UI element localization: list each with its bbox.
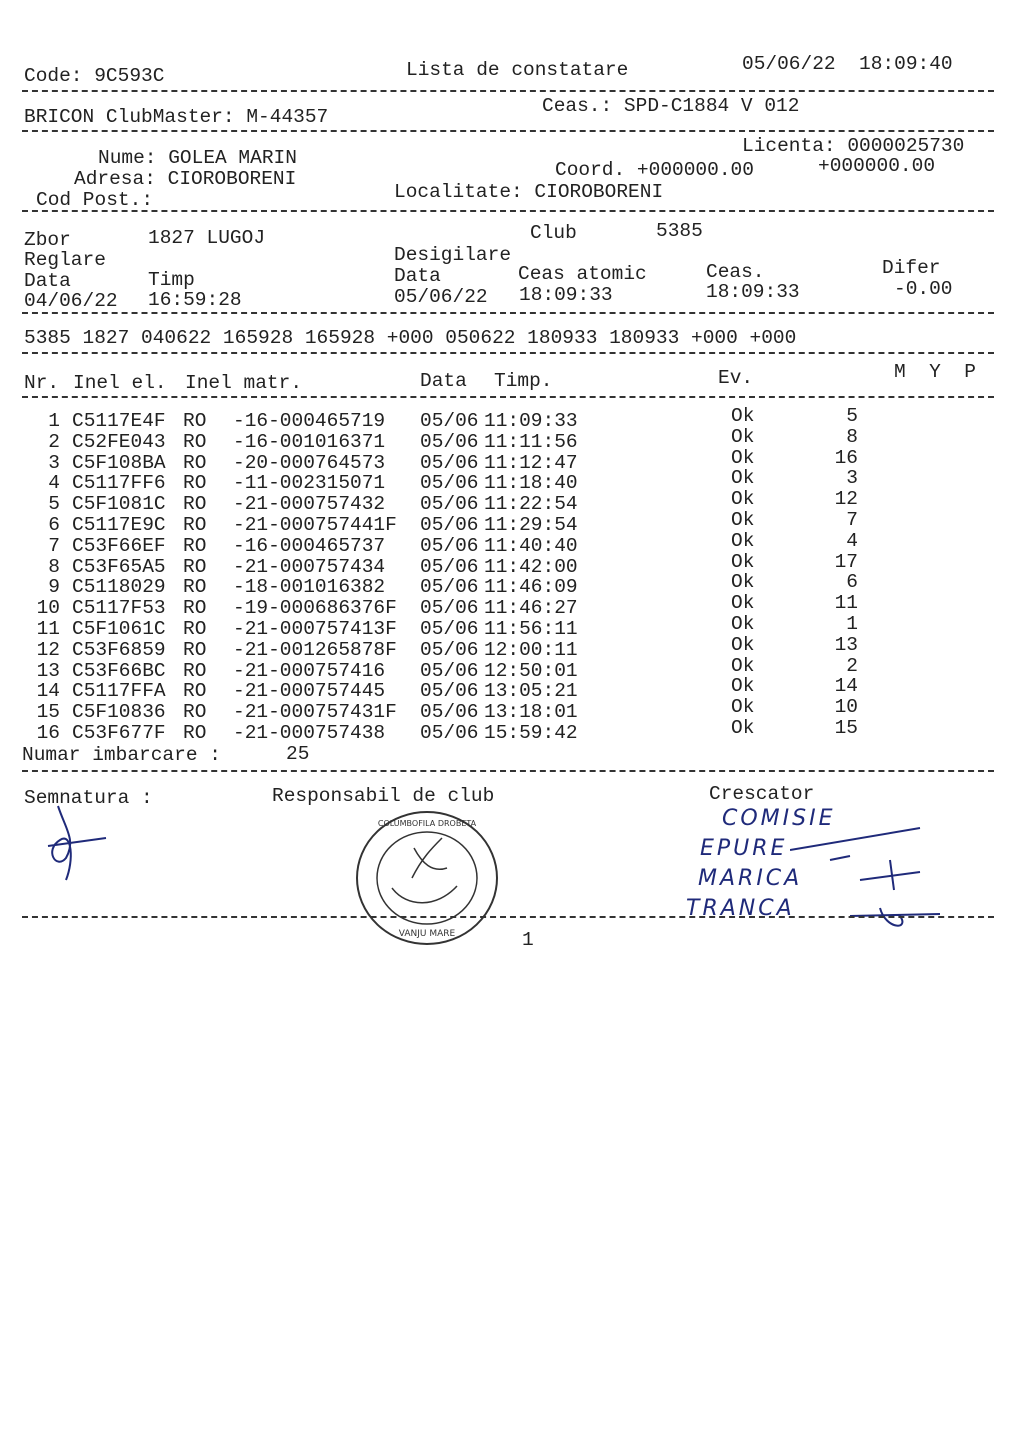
difer-label: Difer [882,257,941,279]
row-ev: Ok [731,405,755,427]
row-loc: 15 [834,717,858,739]
row-loc: 11 [834,592,858,615]
row-data: 05/06 [420,451,479,474]
table-row [0,446,1024,474]
row-inel-matr: -16-000465719 [233,410,386,432]
row-ev: Ok [731,488,755,511]
row-inel-el: C53F677F [72,722,166,744]
divider [22,210,994,212]
club-value: 5385 [656,220,703,242]
row-inel-el: C5F1061C [72,618,166,640]
table-row [0,405,1024,432]
row-tara: RO [183,638,207,661]
divider [22,130,994,132]
row-timp: 13:05:21 [484,680,578,703]
row-tara: RO [183,430,207,453]
row-loc: 8 [846,425,858,448]
row-timp: 11:40:40 [484,534,578,557]
row-inel-matr: -21-000757413F [233,618,397,640]
code-line: 5385 1827 040622 165928 165928 +000 050622 180933 180933 +000 +000 [24,327,797,349]
row-data: 05/06 [420,722,479,744]
row-nr: 12 [36,638,60,661]
svg-text:COLUMBOFILA DROBETA: COLUMBOFILA DROBETA [377,819,477,828]
row-loc: 17 [834,550,858,573]
row-inel-matr: -21-000757445 [233,680,386,703]
print-datetime: 05/06/22 18:09:40 [742,53,953,75]
table-row [0,654,1024,682]
row-inel-matr: -21-001265878F [233,638,397,661]
row-ev: Ok [731,696,755,719]
row-ev: Ok [731,509,755,531]
row-timp: 15:59:42 [484,722,578,744]
table-row [0,675,1024,703]
cod-post: Cod Post.: [36,189,154,211]
row-loc: 16 [834,446,858,469]
row-tara: RO [183,534,207,557]
row-data: 05/06 [420,576,479,599]
row-loc: 2 [846,654,858,677]
row-inel-el: C53F6859 [72,638,166,661]
row-timp: 11:42:00 [484,555,578,578]
row-timp: 11:12:47 [484,451,578,474]
row-inel-el: C5F108BA [72,451,166,474]
clock-id: Ceas.: SPD-C1884 V 012 [542,95,800,117]
desigilare-label: Desigilare [394,244,512,266]
row-nr: 7 [48,534,60,557]
semnatura-label: Semnatura : [24,787,153,809]
difer-value: -0.00 [894,278,953,300]
row-loc: 6 [846,571,858,594]
row-data: 05/06 [420,659,479,682]
commission-signatures-icon [790,820,940,940]
row-nr: 5 [48,493,60,516]
row-tara: RO [183,680,207,703]
row-nr: 3 [48,451,60,474]
row-tara: RO [183,576,207,599]
divider [22,90,994,92]
row-nr: 14 [36,680,60,703]
table-row [0,613,1024,640]
row-timp: 12:50:01 [484,659,578,682]
row-ev: Ok [731,529,755,552]
table-row [0,488,1024,516]
divider [22,312,994,314]
row-timp: 11:22:54 [484,493,578,516]
row-inel-el: C52FE043 [72,430,166,453]
row-ev: Ok [731,717,755,739]
row-data: 05/06 [420,430,479,453]
ceas-value: 18:09:33 [706,281,800,303]
row-nr: 10 [36,597,60,620]
row-timp: 11:09:33 [484,410,578,432]
table-row [0,592,1024,620]
row-nr: 9 [48,576,60,599]
table-row [0,529,1024,557]
crescator-label: Crescator [709,783,815,805]
table-row [0,550,1024,578]
header-ev: Ev. [718,367,754,389]
row-nr: 6 [48,514,60,536]
row-tara: RO [183,472,207,495]
row-loc: 7 [846,509,858,531]
row-timp: 11:29:54 [484,514,578,536]
signature-icon [36,800,116,884]
svg-text:VANJU MARE: VANJU MARE [398,929,456,939]
responsabil-label: Responsabil de club [272,785,495,807]
member-3: TRANCA [686,896,795,921]
row-timp: 11:11:56 [484,430,578,453]
row-ev: Ok [731,571,755,594]
row-inel-matr: -21-000757416 [233,659,386,682]
row-ev: Ok [731,592,755,615]
row-data: 05/06 [420,493,479,516]
club-stamp-icon [352,808,502,950]
row-inel-matr: -20-000764573 [233,451,386,474]
numar-imbarcare-label: Numar imbarcare : [22,744,221,766]
licenta: Licenta: 0000025730 [742,135,965,157]
row-nr: 15 [36,701,60,724]
table-row [0,717,1024,744]
timp-label: Timp [148,269,195,291]
row-data: 05/06 [420,701,479,724]
row-data: 05/06 [420,555,479,578]
row-inel-matr: -16-001016371 [233,430,386,453]
row-ev: Ok [731,633,755,656]
code: Code: 9C593C [24,65,165,87]
row-ev: Ok [731,446,755,469]
row-tara: RO [183,701,207,724]
row-timp: 12:00:11 [484,638,578,661]
row-tara: RO [183,618,207,640]
header-timp: Timp. [494,370,553,392]
divider [22,396,994,398]
data-label: Data [24,270,71,292]
row-nr: 13 [36,659,60,682]
row-timp: 11:46:09 [484,576,578,599]
row-timp: 11:18:40 [484,472,578,495]
header-inel-matr: Inel matr. [185,372,303,394]
row-inel-el: C53F66EF [72,534,166,557]
row-inel-el: C53F65A5 [72,555,166,578]
row-timp: 11:56:11 [484,618,578,640]
table-row [0,509,1024,536]
row-ev: Ok [731,613,755,635]
row-data: 05/06 [420,514,479,536]
row-data: 05/06 [420,472,479,495]
ceas-atomic-label: Ceas atomic [518,263,647,285]
data2-label: Data [394,265,441,287]
zbor-label: Zbor [24,229,71,251]
page-number: 1 [522,929,534,951]
row-data: 05/06 [420,618,479,640]
row-ev: Ok [731,675,755,698]
row-timp: 11:46:27 [484,597,578,620]
row-inel-matr: -21-000757441F [233,514,397,536]
reglare-label: Reglare [24,249,106,271]
numar-imbarcare-value: 25 [286,743,310,765]
row-nr: 4 [48,472,60,495]
row-nr: 11 [36,618,60,640]
row-loc: 14 [834,675,858,698]
row-inel-el: C53F66BC [72,659,166,682]
row-ev: Ok [731,550,755,573]
nume: Nume: GOLEA MARIN [98,147,297,169]
row-inel-el: C5117E4F [72,410,166,432]
adresa: Adresa: CIOROBORENI [74,168,297,190]
row-timp: 13:18:01 [484,701,578,724]
row-nr: 1 [48,410,60,432]
row-tara: RO [183,597,207,620]
row-loc: 1 [846,613,858,635]
zbor-value: 1827 LUGOJ [148,227,266,249]
row-inel-matr: -19-000686376F [233,597,397,620]
row-inel-el: C5117F53 [72,597,166,620]
coord: Coord. +000000.00 [555,159,754,181]
table-row [0,633,1024,661]
table-row [0,467,1024,495]
member-1: EPURE [700,836,788,861]
row-inel-el: C5117FFA [72,680,166,703]
row-inel-matr: -11-002315071 [233,472,386,495]
club-label: Club [530,222,577,244]
row-tara: RO [183,722,207,744]
document-title: Lista de constatare [406,59,629,81]
row-inel-el: C5117FF6 [72,472,166,495]
row-nr: 16 [36,722,60,744]
ceas-atomic-value: 18:09:33 [519,284,613,306]
row-loc: 3 [846,467,858,490]
row-inel-matr: -21-000757438 [233,722,386,744]
coord-2: +000000.00 [818,155,936,177]
row-loc: 13 [834,633,858,656]
row-inel-matr: -21-000757431F [233,701,397,724]
member-2: MARICA [698,866,803,891]
reglare-data: 04/06/22 [24,290,118,312]
row-tara: RO [183,493,207,516]
row-tara: RO [183,410,207,432]
row-inel-matr: -21-000757434 [233,555,386,578]
table-row [0,425,1024,453]
header-data: Data [420,370,467,392]
row-ev: Ok [731,654,755,677]
row-tara: RO [183,451,207,474]
row-nr: 8 [48,555,60,578]
row-loc: 12 [834,488,858,511]
row-data: 05/06 [420,410,479,432]
row-ev: Ok [731,425,755,448]
desigilare-data: 05/06/22 [394,286,488,308]
row-inel-el: C5F1081C [72,493,166,516]
table-row [0,696,1024,724]
row-data: 05/06 [420,597,479,620]
row-data: 05/06 [420,680,479,703]
row-data: 05/06 [420,534,479,557]
divider [22,352,994,354]
divider [22,916,994,918]
comisie-handwritten: COMISIE [722,806,836,831]
row-ev: Ok [731,467,755,490]
row-tara: RO [183,659,207,682]
row-nr: 2 [48,430,60,453]
row-inel-el: C5F10836 [72,701,166,724]
row-inel-matr: -18-001016382 [233,576,386,599]
reglare-timp: 16:59:28 [148,289,242,311]
clubmaster: BRICON ClubMaster: M-44357 [24,106,329,128]
row-loc: 5 [846,405,858,427]
header-myp: M Y P [894,361,976,383]
divider [22,770,994,772]
localitate: Localitate: CIOROBORENI [394,181,664,203]
ceas-label: Ceas. [706,261,765,283]
row-inel-matr: -16-000465737 [233,534,386,557]
row-data: 05/06 [420,638,479,661]
row-tara: RO [183,514,207,536]
row-loc: 4 [846,529,858,552]
header-inel-el: Inel el. [73,372,167,394]
row-inel-matr: -21-000757432 [233,493,386,516]
row-inel-el: C5117E9C [72,514,166,536]
row-loc: 10 [834,696,858,719]
header-nr: Nr. [24,372,60,394]
row-inel-el: C5118029 [72,576,166,599]
table-row [0,571,1024,599]
row-tara: RO [183,555,207,578]
